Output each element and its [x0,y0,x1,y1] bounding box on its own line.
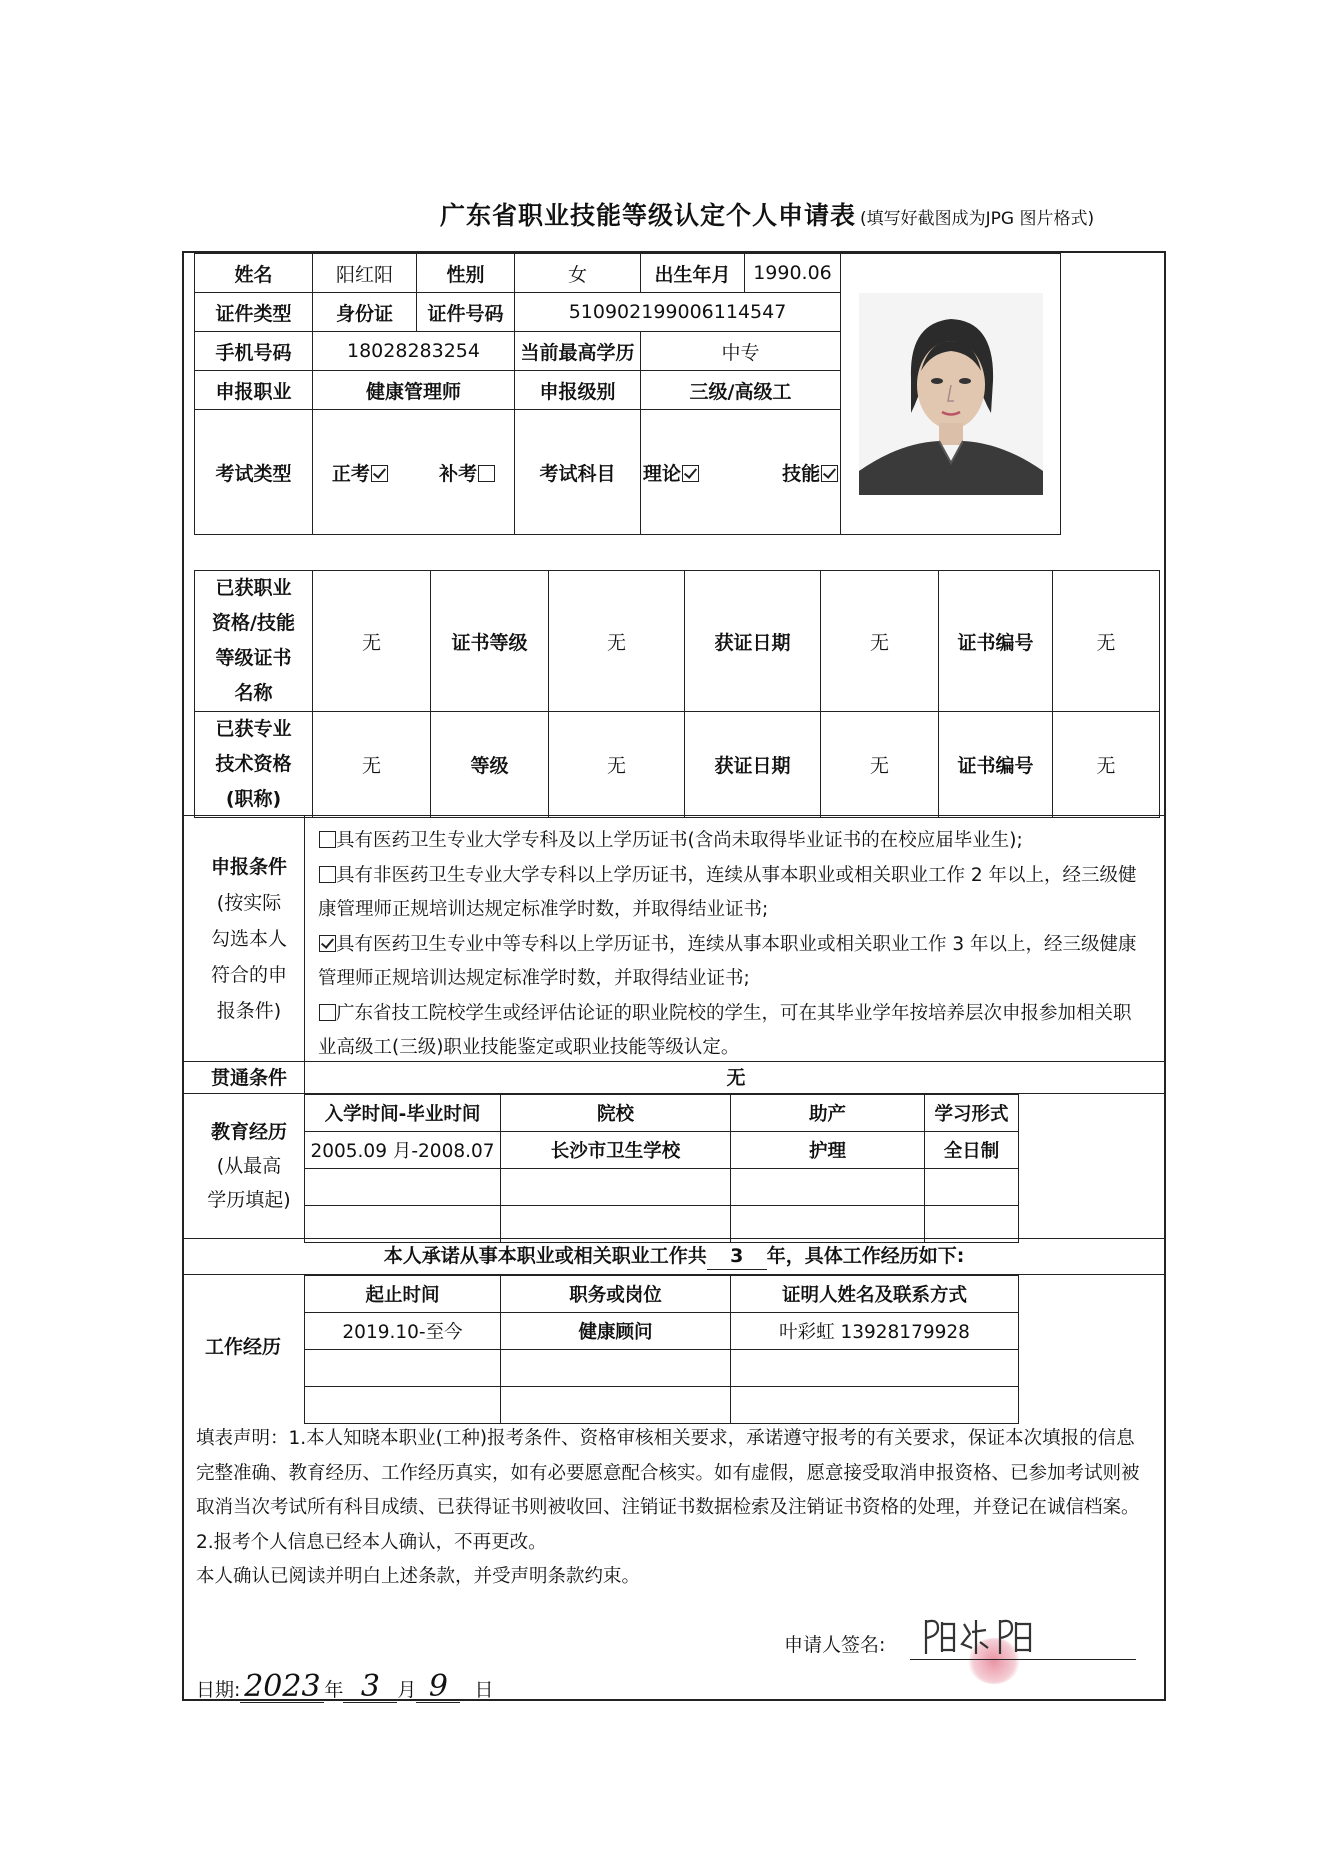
professional-grade-value: 无 [549,712,685,818]
professional-date-label: 获证日期 [685,712,821,818]
date-day-unit: 日 [474,1679,494,1701]
work-reference: 叶彩虹 13928179928 [731,1313,1019,1350]
name-label: 姓名 [195,254,313,293]
professional-no-label: 证书编号 [939,712,1053,818]
signature-line [910,1659,1136,1660]
level-value: 三级/高级工 [641,371,841,410]
work-promise [182,1238,1166,1275]
edu-period [305,1206,501,1243]
vocational-no-label: 证书编号 [939,571,1053,712]
skill-checkbox[interactable] [821,465,838,482]
declaration-confirm: 本人确认已阅读并明白上述条款，并受声明条款约束。 [196,1566,641,1587]
makeup-exam-label: 补考 [439,462,478,485]
gender-label: 性别 [417,254,515,293]
signature-label: 申请人签名: [784,1634,886,1656]
job-label: 申报职业 [195,371,313,410]
work-reference [731,1350,1019,1387]
condition-checkbox-2[interactable] [319,866,336,883]
basic-info-table [194,253,1061,535]
regular-exam-checkbox[interactable] [371,465,388,482]
id-no-value: 510902199006114547 [515,293,841,332]
condition-item: 具有医药卫生专业大学专科及以上学历证书(含尚未取得毕业证书的在校应届毕业生); [318,824,1144,859]
edu-period [305,1169,501,1206]
birth-label: 出生年月 [641,254,745,293]
condition-item: 广东省技工院校学生或经评估论证的职业院校的学生，可在其毕业学年按培养层次申报参加相关职业高级工(三级)职业技能鉴定或职业技能等级认定。 [318,1002,1132,1058]
education-section [182,1094,1166,1238]
edu-major [731,1169,925,1206]
education-level-label: 当前最高学历 [515,332,641,371]
work-table [304,1275,1019,1424]
edu-header-period: 入学时间-毕业时间 [305,1095,501,1132]
exam-type-options [313,410,515,535]
through-condition-row [182,1062,1166,1094]
work-label: 工作经历 [204,1336,281,1358]
condition-checkbox-1[interactable] [319,831,336,848]
phone-value: 18028283254 [313,332,515,371]
table-row [305,1132,1019,1169]
id-type-value: 身份证 [313,293,417,332]
conditions-label: 申报条件 (按实际 勾选本人 符合的申 报条件) [210,855,287,1022]
edu-period: 2005.09 月-2008.07 [305,1132,501,1169]
table-row [305,1206,1019,1243]
date-year-unit: 年 [324,1679,344,1701]
vocational-no-value: 无 [1053,571,1160,712]
date-day: 9 [416,1672,460,1703]
exam-subject-options [641,410,841,535]
promise-years: 3 [707,1243,767,1270]
vocational-grade-value: 无 [549,571,685,712]
declaration-text: 填表声明：1.本人知晓本职业(工种)报考条件、资格审核相关要求，承诺遵守报考的有关要求，保证本次填报的信息完整准确、教育经历、工作经历真实，如有必要愿意配合核实。如有虚假，愿意接受取消申报资格、已参加考试则被取消当次考试所有科目成绩、已获得证书则被收回、注销证书数据检索及注销证书资格的处理，并登记在诚信档案。2.报考个人信息已经本人确认，不再更改。 [196,1428,1140,1553]
phone-label: 手机号码 [195,332,313,371]
conditions-divider [304,816,305,1061]
edu-major [731,1206,925,1243]
work-header-position: 职务或岗位 [501,1276,731,1313]
handwritten-signature [920,1612,1060,1662]
edu-header-mode: 学习形式 [925,1095,1019,1132]
work-position [501,1387,731,1424]
work-header-reference: 证明人姓名及联系方式 [731,1276,1019,1313]
through-condition-label: 贯通条件 [210,1067,287,1089]
work-position [501,1350,731,1387]
exam-type-label: 考试类型 [195,410,313,535]
form-title-note: (填写好截图成为JPG 图片格式) [860,209,1095,229]
professional-no-value: 无 [1053,712,1160,818]
table-row [305,1387,1019,1424]
edu-header-major: 助产 [731,1095,925,1132]
vocational-cert-label: 已获职业 资格/技能 等级证书 名称 [195,571,313,712]
regular-exam-label: 正考 [331,462,370,485]
promise-before: 本人承诺从事本职业或相关职业工作共 [383,1245,707,1267]
date-month-unit: 月 [397,1679,417,1701]
conditions-section [182,815,1166,1062]
certificates-table [194,570,1160,818]
education-level-value: 中专 [641,332,841,371]
professional-date-value: 无 [821,712,939,818]
job-value: 健康管理师 [313,371,515,410]
form-title: 广东省职业技能等级认定个人申请表 [440,201,857,230]
theory-checkbox[interactable] [682,465,699,482]
edu-mode [925,1169,1019,1206]
through-condition-value: 无 [304,1062,1167,1094]
vocational-date-value: 无 [821,571,939,712]
date-month: 3 [343,1672,397,1703]
work-header-period: 起止时间 [305,1276,501,1313]
theory-label: 理论 [642,462,681,485]
work-period [305,1387,501,1424]
promise-after: 年，具体工作经历如下: [766,1245,965,1267]
id-type-label: 证件类型 [195,293,313,332]
work-section [182,1275,1166,1419]
date-label: 日期: [196,1679,241,1701]
makeup-exam-checkbox[interactable] [478,465,495,482]
vocational-grade-label: 证书等级 [431,571,549,712]
table-row [305,1169,1019,1206]
exam-subject-label: 考试科目 [515,410,641,535]
applicant-photo [859,293,1043,495]
skill-label: 技能 [782,462,821,485]
condition-checkbox-3[interactable] [319,935,336,952]
edu-school [501,1169,731,1206]
table-row [305,1313,1019,1350]
condition-item: 具有非医药卫生专业大学专科以上学历证书，连续从事本职业或相关职业工作 2 年以上，经三级健康管理师正规培训达规定标准学时数，并取得结业证书; [318,864,1137,920]
education-table [304,1094,1019,1243]
condition-item: 具有医药卫生专业中等专科以上学历证书，连续从事本职业或相关职业工作 3 年以上，经三级健康管理师正规培训达规定标准学时数，并取得结业证书; [318,933,1137,989]
portrait-image [859,293,1043,495]
professional-cert-name: 无 [313,712,431,818]
gender-value: 女 [515,254,641,293]
conditions-list [318,824,1144,1066]
professional-cert-label: 已获专业 技术资格 (职称) [195,712,313,818]
edu-header-school: 院校 [501,1095,731,1132]
education-label: 教育经历 (从最高 学历填起) [207,1121,291,1211]
name-value: 阳红阳 [313,254,417,293]
edu-mode [925,1206,1019,1243]
condition-checkbox-4[interactable] [319,1004,336,1021]
photo-cell [841,254,1061,535]
table-row [305,1350,1019,1387]
edu-major: 护理 [731,1132,925,1169]
id-no-label: 证件号码 [417,293,515,332]
vocational-cert-name: 无 [313,571,431,712]
declaration [196,1422,1152,1595]
professional-grade-label: 等级 [431,712,549,818]
work-period [305,1350,501,1387]
edu-mode: 全日制 [925,1132,1019,1169]
edu-school: 长沙市卫生学校 [501,1132,731,1169]
work-position: 健康顾问 [501,1313,731,1350]
date-year: 2023 [240,1672,324,1703]
vocational-date-label: 获证日期 [685,571,821,712]
work-reference [731,1387,1019,1424]
edu-school [501,1206,731,1243]
birth-value: 1990.06 [745,254,841,293]
level-label: 申报级别 [515,371,641,410]
form-title-line [440,196,1094,232]
work-period: 2019.10-至今 [305,1313,501,1350]
date-line [196,1669,494,1704]
